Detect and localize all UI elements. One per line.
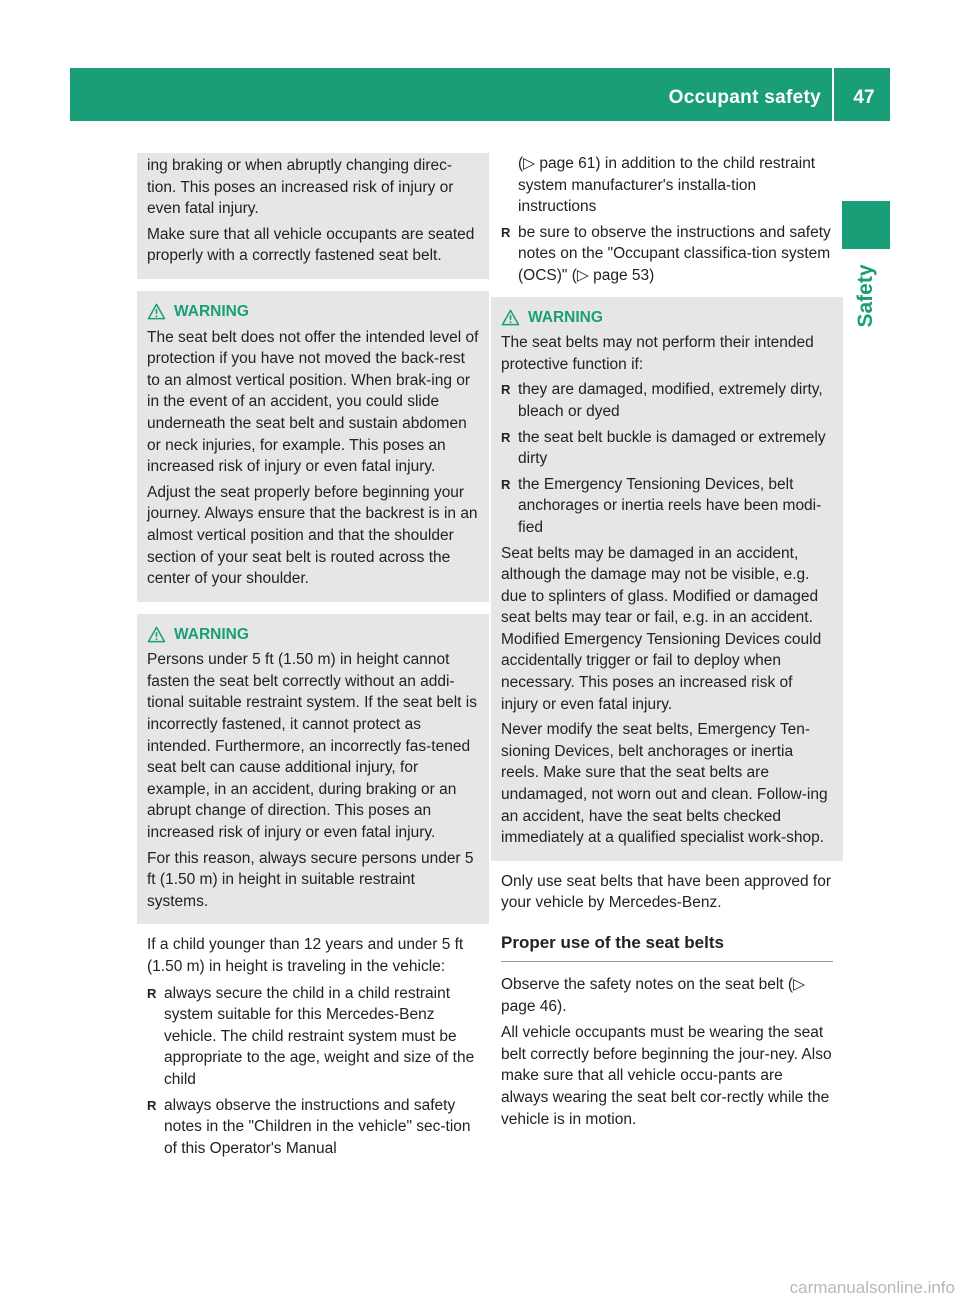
warning-label: WARNING — [174, 625, 249, 643]
right-column — [501, 153, 833, 1135]
list-item: R always observe the instructions and safety notes in the "Children in the vehicle" sec-tion of this Operator's Manual — [147, 1095, 479, 1160]
side-tab-label: Safety — [854, 264, 877, 328]
list-item: R the seat belt buckle is damaged or extremely dirty — [501, 427, 833, 470]
paragraph: Persons under 5 ft (1.50 m) in height cannot fasten the seat belt correctly without an addi-tional suitable restraint system. If the seat belt is incorrectly fastened, it cannot protect as intended. Furthermore, an incorrectly fas-tened seat belt can cause additional injury, for example, in an accident, during braking or an abrupt change of direction. This poses an increased risk of injury or even fatal injury. — [147, 651, 477, 842]
warning-box — [137, 614, 489, 925]
warning-heading — [147, 624, 479, 646]
paragraph: Adjust the seat properly before beginning your journey. Always ensure that the backrest is in an almost vertical position and that the shoulder section of your seat belt is routed across the center of your shoulder. — [147, 483, 478, 588]
watermark: carmanualsonline.info — [789, 1278, 955, 1297]
warning-heading — [501, 307, 833, 329]
paragraph: Never modify the seat belts, Emergency Ten-sioning Devices, belt anchorages or inertia reels. Make sure that the seat belts are undamaged, not worn out and clean. Follow-ing an accident, have the seat belts checked immediately at a qualified specialist work-shop. — [501, 721, 828, 847]
warning-triangle-icon — [147, 303, 166, 320]
paragraph: For this reason, always secure persons under 5 ft (1.50 m) in height in suitable restraint systems. — [147, 849, 474, 910]
paragraph: Make sure that all vehicle occupants are seated properly with a correctly fastened seat belt. — [147, 225, 475, 265]
header-bar — [70, 68, 890, 121]
warning-label: WARNING — [174, 302, 249, 320]
page-section-title: Occupant safety — [668, 87, 821, 108]
list-item: R always secure the child in a child restraint system suitable for this Mercedes-Benz vehicle. The child restraint system must be appropriate to the age, weight and size of the child — [147, 983, 479, 1091]
paragraph: Seat belts may be damaged in an accident, although the damage may not be visible, e.g. due to splinters of glass. Modified or damaged seat belts may tear or fail, e.g. in an accident. Modified Emergency Tensioning Devices could accidentally trigger or fail to deploy when necessary. This poses an increased risk of injury or even fatal injury. — [501, 544, 822, 713]
paragraph: Observe the safety notes on the seat belt (▷ page 46). — [501, 976, 806, 1015]
bullet-list — [501, 379, 833, 538]
list-item: R the Emergency Tensioning Devices, belt anchorages or inertia reels have been modi-fied — [501, 474, 833, 539]
header-divider — [832, 68, 834, 121]
page-number: 47 — [853, 87, 875, 108]
warning-box — [137, 291, 489, 602]
section-body — [501, 974, 833, 1130]
list-item: R they are damaged, modified, extremely dirty, bleach or dyed — [501, 379, 833, 422]
warning-triangle-icon — [147, 626, 166, 643]
paragraph: The seat belts may not perform their intended protective function if: — [501, 334, 814, 373]
warning-heading — [147, 301, 479, 323]
paragraph: All vehicle occupants must be wearing the seat belt correctly before beginning the jour-ney. Also make sure that all vehicle occu-pants are always wearing the seat belt cor-rectly while the vehicle is in motion. — [501, 1024, 832, 1128]
continued-list-item: (▷ page 61) in addition to the child restraint system manufacturer's installa-tion instructions — [518, 155, 816, 216]
paragraph: The seat belt does not offer the intended level of protection if you have not moved the back-rest to an almost vertical position. When brak-ing or in the event of an accident, you could slide underneath the seat belt and sustain abdomen or neck injuries, for example. This poses an increased risk of injury or even fatal injury. — [147, 328, 479, 476]
bullet-list — [501, 222, 833, 287]
left-column — [147, 153, 479, 1163]
paragraph: If a child younger than 12 years and under 5 ft (1.50 m) in height is traveling in the vehicle: — [147, 936, 464, 975]
paragraph: ing braking or when abruptly changing direc-tion. This poses an increased risk of injury or even fatal injury. — [147, 157, 454, 218]
info-box — [137, 153, 489, 279]
warning-box — [491, 297, 843, 861]
bullet-list — [147, 983, 479, 1160]
section-heading: Proper use of the seat belts — [501, 932, 833, 962]
warning-triangle-icon — [501, 309, 520, 326]
paragraph: Only use seat belts that have been approved for your vehicle by Mercedes-Benz. — [501, 872, 832, 912]
warning-label: WARNING — [528, 308, 603, 326]
list-item: R be sure to observe the instructions and safety notes on the "Occupant classifica-tion system (OCS)" (▷ page 53) — [501, 222, 833, 287]
